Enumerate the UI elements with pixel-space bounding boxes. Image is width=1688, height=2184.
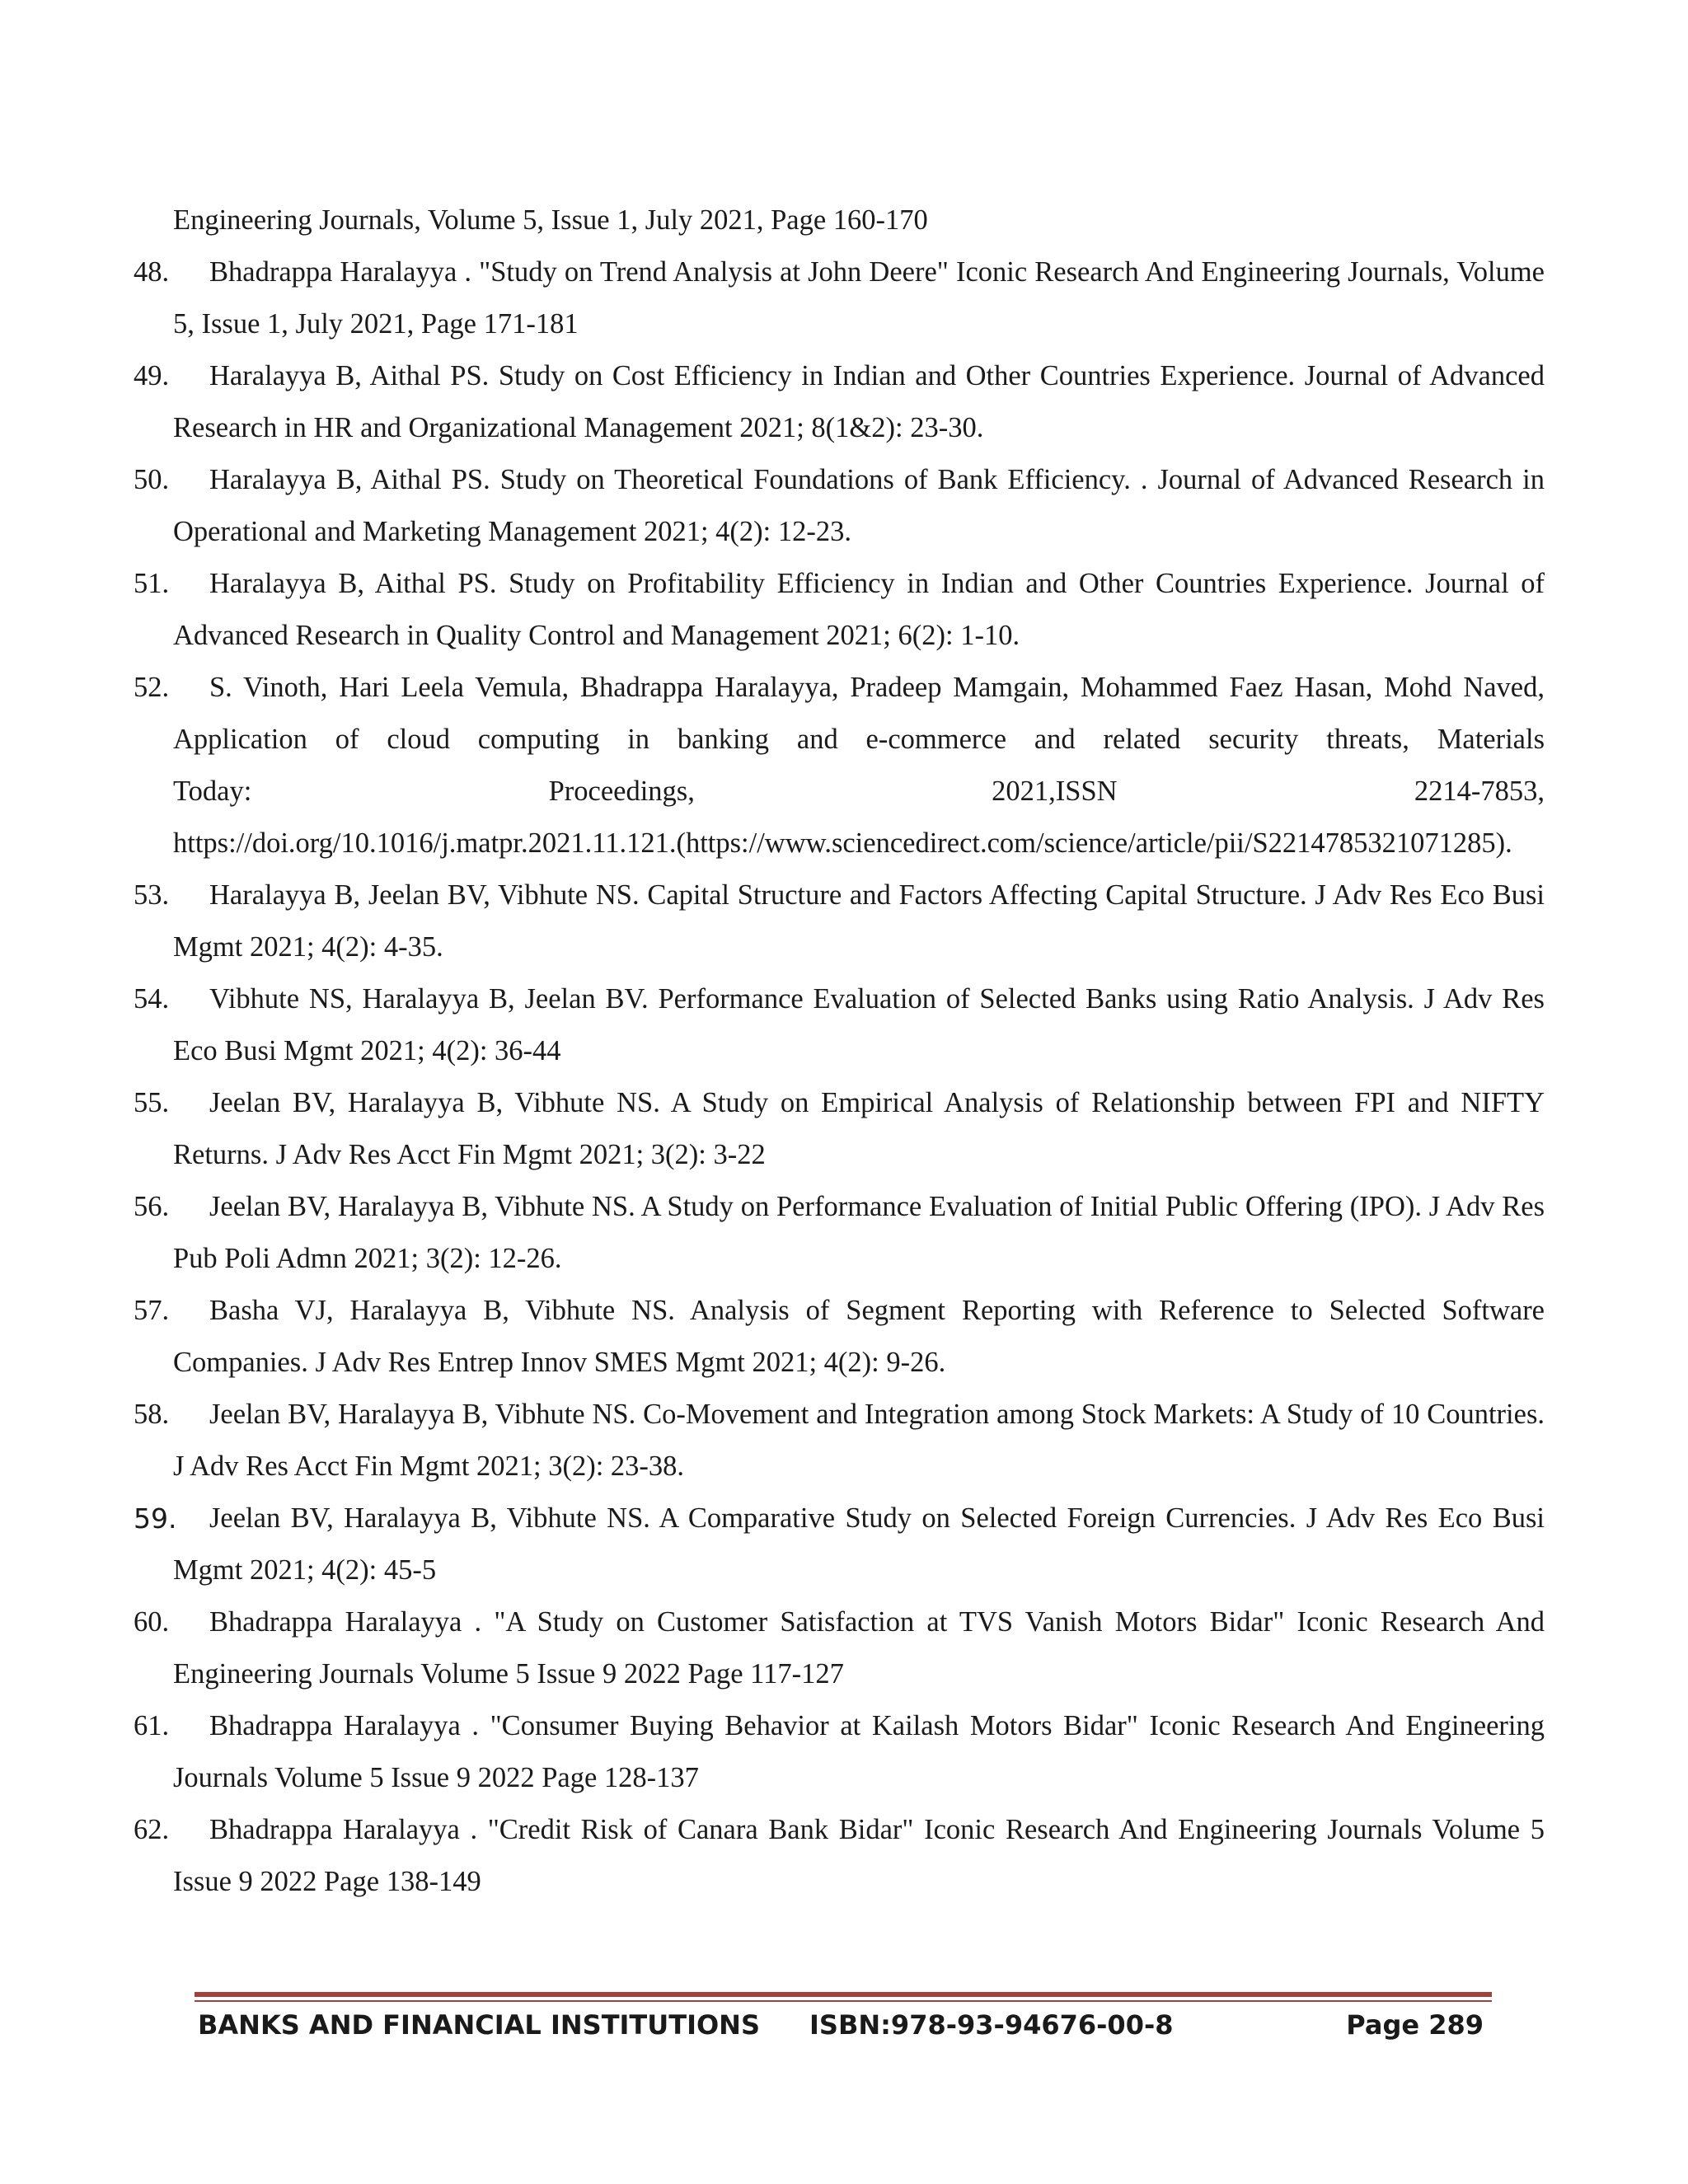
reference-item	[134, 194, 1545, 246]
reference-text: Jeelan BV, Haralayya B, Vibhute NS. A Study on Performance Evaluation of Initial Public Offering (IPO). J Adv Res Pub Poli Admn 2021; 3(2): 12-26.	[173, 1191, 1545, 1274]
reference-text: Vibhute NS, Haralayya B, Jeelan BV. Performance Evaluation of Selected Banks using Ratio Analysis. J Adv Res Eco Busi Mgmt 2021; 4(2): 36-44	[173, 983, 1545, 1066]
reference-text: S. Vinoth, Hari Leela Vemula, Bhadrappa Haralayya, Pradeep Mamgain, Mohammed Faez Hasan, Mohd Naved, Application of cloud computing in banking and e-commerce and related security threats, Materials	[173, 672, 1545, 755]
reference-text: Bhadrappa Haralayya . "Study on Trend Analysis at John Deere" Iconic Research And Engineering Journals, Volume 5, Issue 1, July 2021, Page 171-181	[173, 256, 1545, 340]
reference-item	[134, 1804, 1545, 1908]
reference-52-continuation	[134, 766, 1545, 818]
reference-item	[134, 558, 1545, 662]
footer-book-title: BANKS AND FINANCIAL INSTITUTIONS	[198, 2009, 760, 2041]
reference-text: Haralayya B, Aithal PS. Study on Theoretical Foundations of Bank Efficiency. . Journal of Advanced Research in Operational and Marketing Management 2021; 4(2): 12-23.	[173, 464, 1545, 547]
reference-number: 56.	[134, 1191, 170, 1222]
reference-text: Engineering Journals, Volume 5, Issue 1, July 2021, Page 160-170	[173, 204, 928, 236]
reference-item	[134, 350, 1545, 454]
footer-divider	[195, 1992, 1492, 1997]
reference-text: Haralayya B, Jeelan BV, Vibhute NS. Capital Structure and Factors Affecting Capital Structure. J Adv Res Eco Busi Mgmt 2021; 4(2): 4-35.	[173, 879, 1545, 963]
reference-number: 62.	[134, 1814, 170, 1845]
reference-item	[134, 246, 1545, 350]
reference-text: Jeelan BV, Haralayya B, Vibhute NS. A Study on Empirical Analysis of Relationship between FPI and NIFTY Returns. J Adv Res Acct Fin Mgmt 2021; 3(2): 3-22	[173, 1087, 1545, 1170]
reference-number: 54.	[134, 983, 170, 1015]
doi-link[interactable]: https://doi.org/10.1016/j.matpr.2021.11.121.(https://www.sciencedirect.com/science/article/pii/S2214785321071285).	[173, 827, 1512, 859]
footer-page-number: Page 289	[1346, 2009, 1484, 2041]
reference-number: 60.	[134, 1606, 170, 1638]
reference-number: 52.	[134, 672, 170, 703]
reference-item	[134, 1181, 1545, 1285]
reference-number: 55.	[134, 1087, 170, 1118]
reference-number: 58.	[134, 1399, 170, 1430]
reference-item	[134, 869, 1545, 973]
reference-text: Bhadrappa Haralayya . "A Study on Customer Satisfaction at TVS Vanish Motors Bidar" Iconic Research And Engineering Journals Volume 5 Issue 9 2022 Page 117-127	[173, 1606, 1545, 1690]
page-footer	[198, 2003, 1493, 2052]
reference-number: 57.	[134, 1295, 170, 1326]
footer-divider-thin	[195, 2000, 1492, 2002]
reference-text: Bhadrappa Haralayya . "Credit Risk of Canara Bank Bidar" Iconic Research And Engineering Journals Volume 5 Issue 9 2022 Page 138-149	[173, 1814, 1545, 1897]
reference-text: Basha VJ, Haralayya B, Vibhute NS. Analysis of Segment Reporting with Reference to Selected Software Companies. J Adv Res Entrep Innov SMES Mgmt 2021; 4(2): 9-26.	[173, 1295, 1545, 1378]
reference-item	[134, 662, 1545, 766]
reference-number: 49.	[134, 360, 170, 391]
reference-item	[134, 1077, 1545, 1181]
reference-number: 59.	[134, 1502, 177, 1535]
reference-item	[134, 454, 1545, 558]
reference-text: Haralayya B, Aithal PS. Study on Profitability Efficiency in Indian and Other Countries Experience. Journal of Advanced Research in Quality Control and Management 2021; 6(2): 1-10.	[173, 568, 1545, 651]
reference-52-word: Today:	[173, 776, 252, 807]
reference-52-word: 2021,ISSN	[992, 776, 1118, 807]
reference-number: 50.	[134, 464, 170, 495]
reference-52-word: Proceedings,	[548, 776, 695, 807]
reference-item	[134, 1596, 1545, 1700]
reference-number: 53.	[134, 879, 170, 911]
footer-isbn: ISBN:978-93-94676-00-8	[809, 2009, 1174, 2041]
reference-number: 61.	[134, 1710, 170, 1741]
reference-text: Haralayya B, Aithal PS. Study on Cost Efficiency in Indian and Other Countries Experience. Journal of Advanced Research in HR and Organizational Management 2021; 8(1&2): 23-30.	[173, 360, 1545, 443]
reference-item	[134, 1285, 1545, 1389]
reference-text: Bhadrappa Haralayya . "Consumer Buying Behavior at Kailash Motors Bidar" Iconic Research And Engineering Journals Volume 5 Issue 9 2022 Page 128-137	[173, 1710, 1545, 1793]
reference-52-word: 2214-7853,	[1414, 776, 1545, 807]
reference-text: Jeelan BV, Haralayya B, Vibhute NS. Co-Movement and Integration among Stock Markets: A Study of 10 Countries. J Adv Res Acct Fin Mgmt 2021; 3(2): 23-38.	[173, 1399, 1545, 1482]
reference-number: 48.	[134, 256, 170, 288]
reference-52-url	[134, 818, 1545, 869]
reference-item	[134, 1389, 1545, 1493]
reference-item	[134, 973, 1545, 1077]
reference-number: 51.	[134, 568, 170, 599]
reference-item	[134, 1700, 1545, 1804]
reference-list	[134, 194, 1545, 1908]
reference-text: Jeelan BV, Haralayya B, Vibhute NS. A Comparative Study on Selected Foreign Currencies. J Adv Res Eco Busi Mgmt 2021; 4(2): 45-5	[173, 1502, 1545, 1586]
reference-item	[134, 1493, 1545, 1596]
